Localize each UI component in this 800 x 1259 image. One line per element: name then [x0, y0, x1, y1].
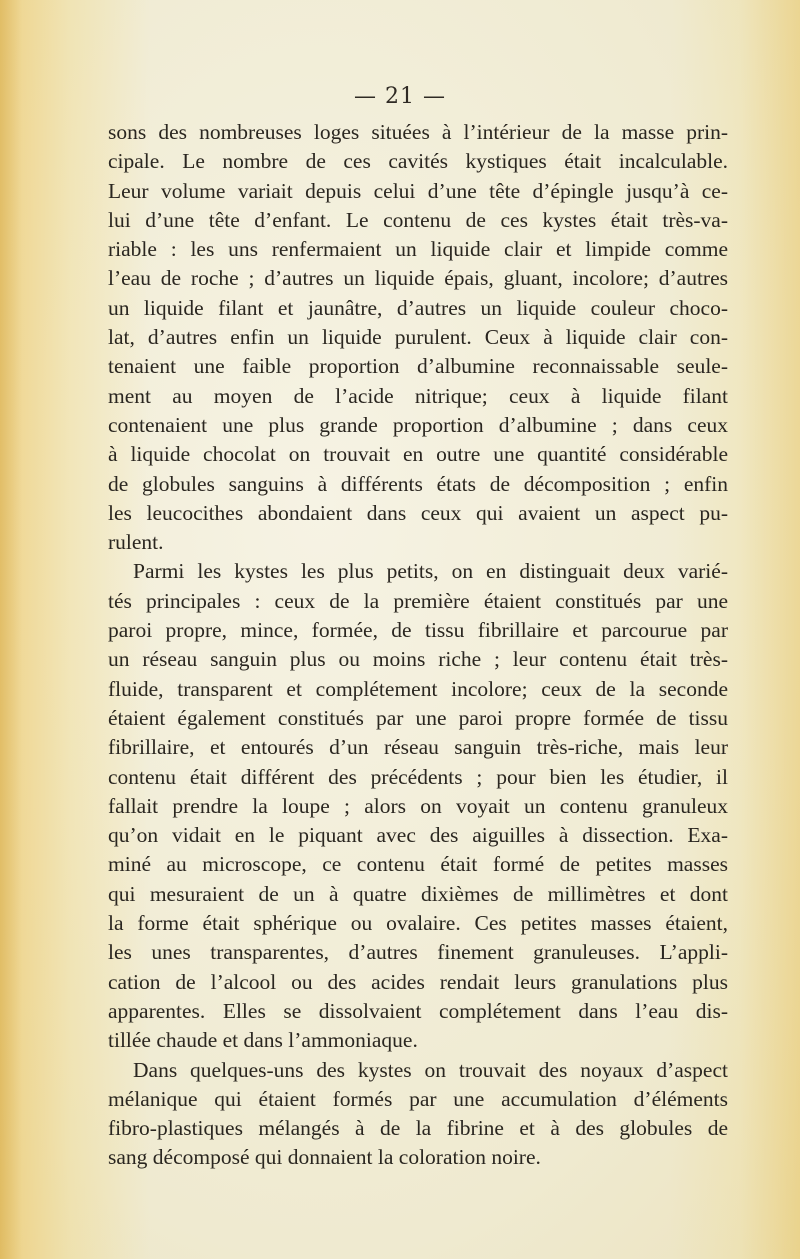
text-line: ment au moyen de l’acide nitrique; ceux à liquide filant — [108, 383, 728, 408]
text-line: fibrillaire, et entourés d’un réseau sanguin très-riche, mais leur — [108, 735, 728, 760]
text-line: contenu était différent des précédents ; pour bien les étudier, il — [108, 764, 728, 789]
text-line: lui d’une tête d’enfant. Le contenu de ces kystes était très-va- — [108, 207, 728, 232]
text-line: sons des nombreuses loges situées à l’intérieur de la masse prin- — [108, 120, 728, 144]
text-line: paroi propre, mince, formée, de tissu fibrillaire et parcourue par — [108, 618, 728, 643]
text-line: miné au microscope, ce contenu était formé de petites masses — [108, 852, 728, 877]
text-line: contenaient une plus grande proportion d’albumine ; dans ceux — [108, 412, 728, 437]
text-line: Parmi les kystes les plus petits, on en distinguait deux varié- — [133, 559, 728, 584]
text-line: fluide, transparent et complétement incolore; ceux de la seconde — [108, 676, 728, 701]
text-line: tenaient une faible proportion d’albumine reconnaissable seule- — [108, 354, 728, 379]
text-line: sang décomposé qui donnaient la coloration noire. — [108, 1145, 541, 1170]
text-line: un liquide filant et jaunâtre, d’autres un liquide couleur choco- — [108, 295, 728, 320]
text-line: de globules sanguins à différents états de décomposition ; enfin — [108, 471, 728, 496]
text-line: tés principales : ceux de la première étaient constitués par une — [108, 588, 728, 613]
text-line: cipale. Le nombre de ces cavités kystiques était incalculable. — [108, 149, 728, 174]
text-line: riable : les uns renfermaient un liquide clair et limpide comme — [108, 237, 728, 262]
text-line: un réseau sanguin plus ou moins riche ; leur contenu était très- — [108, 647, 728, 672]
text-line: étaient également constitués par une paroi propre formée de tissu — [108, 705, 728, 730]
page-edge-shadow — [0, 0, 22, 1259]
text-line: fibro-plastiques mélangés à de la fibrine et à des globules de — [108, 1116, 728, 1141]
text-line: apparentes. Elles se dissolvaient complétement dans l’eau dis- — [108, 998, 728, 1023]
text-line: lat, d’autres enfin un liquide purulent. Ceux à liquide clair con- — [108, 325, 728, 350]
text-line: fallait prendre la loupe ; alors on voyait un contenu granuleux — [108, 793, 728, 818]
text-line: les leucocithes abondaient dans ceux qui avaient un aspect pu- — [108, 500, 728, 525]
text-line: qu’on vidait en le piquant avec des aiguilles à dissection. Exa- — [108, 823, 728, 848]
text-line: tillée chaude et dans l’ammoniaque. — [108, 1028, 418, 1053]
text-line: à liquide chocolat on trouvait en outre une quantité considérable — [108, 442, 728, 467]
text-line: Dans quelques-uns des kystes on trouvait des noyaux d’aspect — [133, 1057, 728, 1082]
body-text — [108, 118, 728, 1173]
text-line: rulent. — [108, 530, 164, 555]
text-line: la forme était sphérique ou ovalaire. Ces petites masses étaient, — [108, 911, 728, 936]
text-line: mélanique qui étaient formés par une accumulation d’éléments — [108, 1086, 728, 1111]
text-line: les unes transparentes, d’autres finement granuleuses. L’appli- — [108, 940, 728, 965]
text-line: cation de l’alcool ou des acides rendait leurs granulations plus — [108, 969, 728, 994]
page-number: — 21 — — [354, 84, 446, 109]
text-line: l’eau de roche ; d’autres un liquide épais, gluant, incolore; d’autres — [108, 266, 728, 291]
text-line: Leur volume variait depuis celui d’une tête d’épingle jusqu’à ce- — [108, 178, 728, 203]
text-line: qui mesuraient de un à quatre dixièmes de millimètres et dont — [108, 881, 728, 906]
